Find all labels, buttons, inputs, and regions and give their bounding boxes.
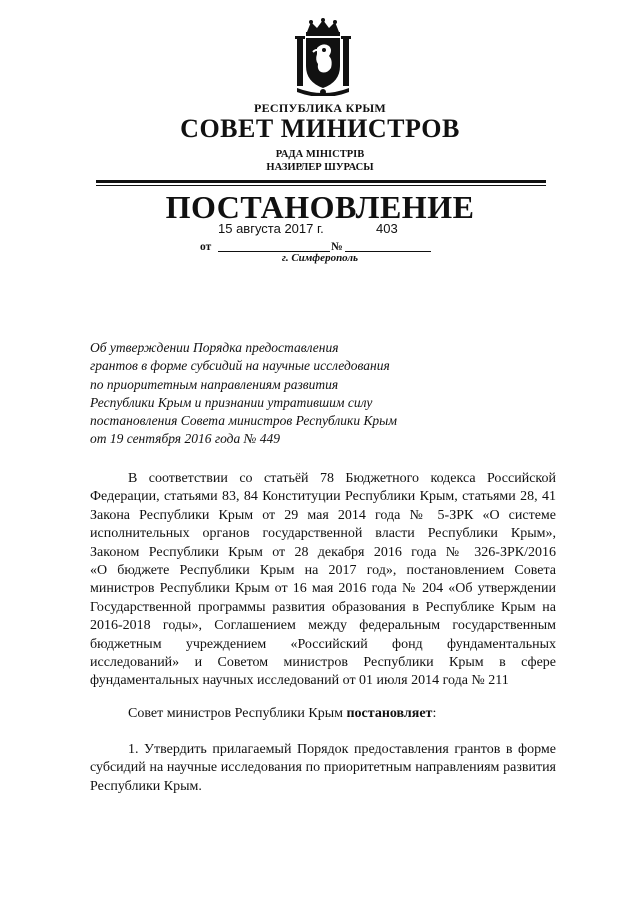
preamble-paragraph [90, 470, 556, 691]
paragraph-line: Законом Республики Крым от 28 декабря 2016 года № 326-ЗРК/2016 [90, 544, 556, 560]
republic-name: РЕСПУБЛИКА КРЫМ [253, 101, 387, 115]
paragraph-line: «О бюджете Республики Крым на 2017 год», постановлением Совета [90, 562, 556, 578]
header-divider-thin [96, 185, 546, 186]
decree-title: ПОСТАНОВЛЕНИЕ [165, 189, 475, 225]
resolve-keyword: постановляет [346, 706, 433, 721]
paragraph-line: исполнительных органов государственной власти Республики Крым», [90, 526, 556, 542]
paragraph-line: министров Республики Крым от 16 мая 2016 года № 204 «Об утверждении [90, 581, 556, 597]
paragraph-line: субсидий на научные исследования по приоритетным направлениям развития [90, 760, 556, 776]
subject-line: от 19 сентября 2016 года № 449 [90, 431, 280, 447]
resolve-prefix: Совет министров Республики Крым [128, 706, 347, 721]
subject-line: Об утверждении Порядка предоставления [90, 340, 339, 355]
paragraph-line: Республики Крым. [90, 778, 202, 794]
decree-subject [90, 339, 450, 449]
resolve-line [128, 706, 436, 722]
city-name: г. Симферополь [281, 252, 359, 264]
council-name: СОВЕТ МИНИСТРОВ [180, 114, 460, 143]
subject-line: постановления Совета министров Республики Крым [90, 413, 397, 429]
subject-line: грантов в форме субсидий на научные исследования [90, 358, 390, 374]
paragraph-line: 1. Утвердить прилагаемый Порядок предоставления грантов в форме [128, 742, 556, 757]
paragraph-line: Федерации, статьями 83, 84 Конституции Республики Крым, статьями 28, 41 [90, 489, 556, 505]
council-name-ukrainian: РАДА МІНІСТРІВ [275, 149, 365, 160]
decree-number: 403 [376, 221, 398, 236]
paragraph-line: исследований» и Советом министров Республики Крым в сфере [90, 654, 556, 670]
paragraph-line: Закона Республики Крым от 29 мая 2014 года № 5-ЗРК «О системе [90, 507, 556, 523]
from-label: от [200, 241, 212, 253]
header-divider-thick [96, 180, 546, 183]
paragraph-line: 2016-2018 годы», Соглашением между федеральным государственным [90, 618, 556, 634]
clause-1-paragraph [90, 741, 556, 796]
paragraph-line: Государственной программы развития образования в Республике Крым на [90, 599, 556, 615]
number-label: № [331, 241, 343, 253]
paragraph-line: В соответствии со статьёй 78 Бюджетного кодекса Российской [128, 471, 556, 486]
decree-date: 15 августа 2017 г. [218, 221, 324, 236]
council-name-crimean-tatar: НАЗИРЛЕР ШУРАСЫ [266, 162, 374, 173]
subject-line: по приоритетным направлениям развития [90, 376, 339, 392]
coat-of-arms-emblem [293, 18, 353, 96]
resolve-suffix: : [432, 706, 437, 721]
paragraph-line: фундаментальных научных исследований от 01 июля 2014 года № 211 [90, 673, 509, 689]
subject-line: Республики Крым и признании утратившим силу [90, 394, 373, 410]
paragraph-line: бюджетным учреждением «Российский фонд фундаментальных [90, 636, 556, 652]
